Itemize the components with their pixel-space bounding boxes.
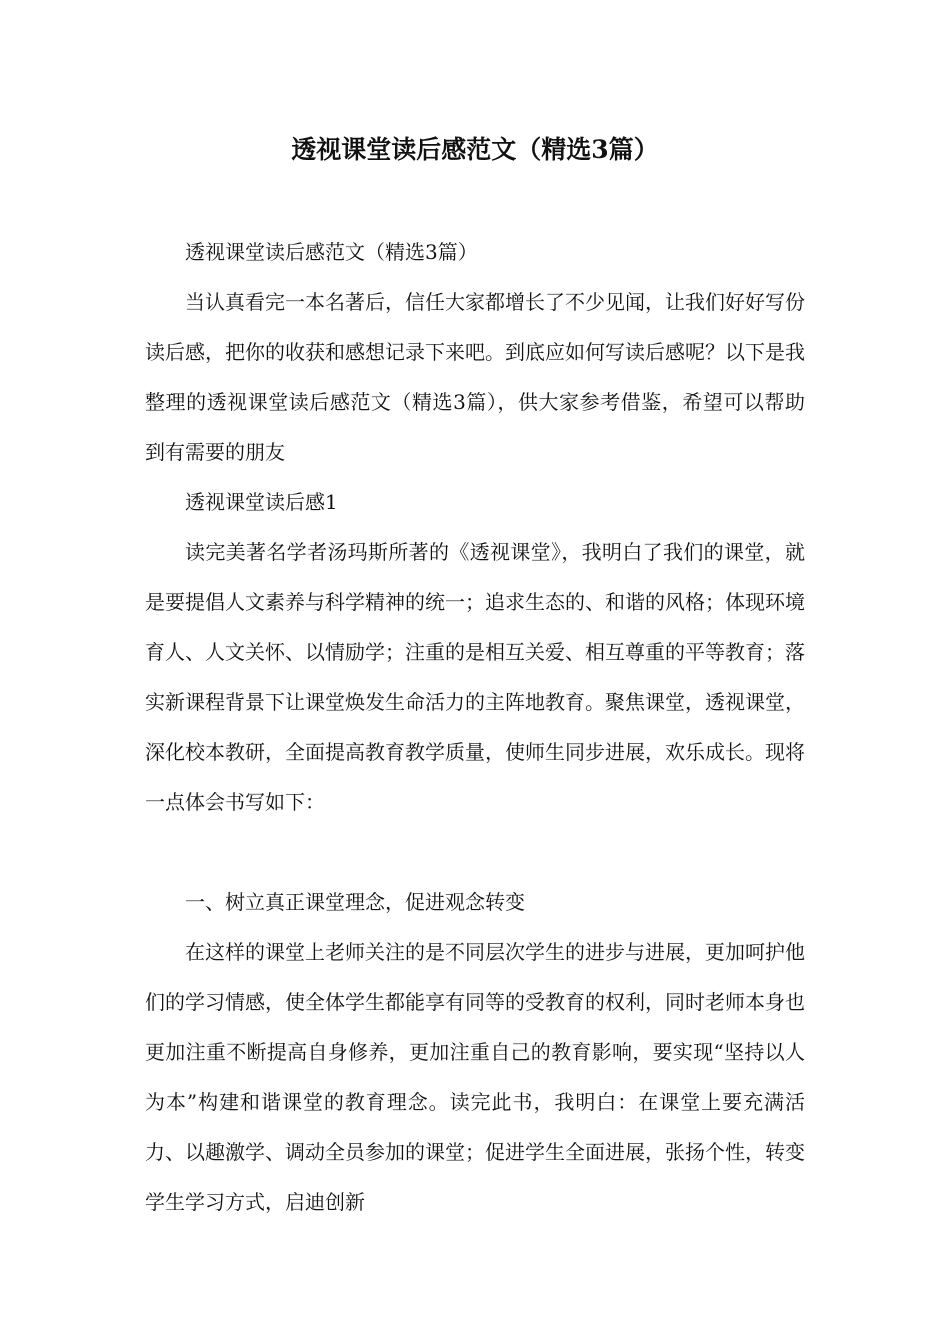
body-paragraph: 读完美著名学者汤玛斯所著的《透视课堂》，我明白了我们的课堂，就是要提倡人文素养与科学精神的统一；追求生态的、和谐的风格；体现环境育人、人文关怀、以情励学；注重的是相互关爱、相互尊重的平等教育；落实新课程背景下让课堂焕发生命活力的主阵地教育。聚焦课堂，透视课堂，深化校本教研，全面提高教育教学质量，使师生同步进展，欢乐成长。现将一点体会书写如下： — [145, 540, 805, 814]
section-heading: 透视课堂读后感1 — [185, 490, 338, 514]
body-paragraph: 在这样的课堂上老师关注的是不同层次学生的进步与进展，更加呵护他们的学习情感，使全体学生都能享有同等的受教育的权利，同时老师本身也更加注重不断提高自身修养，更加注重自己的教育影响，要实现“坚持以人为本”构建和谐课堂的教育理念。读完此书，我明白：在课堂上要充满活力、以趣激学、调动全员参加的课堂；促进学生全面进展，张扬个性，转变学生学习方式，启迪创新 — [145, 940, 805, 1214]
intro-paragraph: 当认真看完一本名著后，信任大家都增长了不少见闻，让我们好好写份读后感，把你的收获和感想记录下来吧。到底应如何写读后感呢？以下是我整理的透视课堂读后感范文（精选3篇），供大家参考借鉴，希望可以帮助到有需要的朋友 — [145, 290, 805, 464]
subtitle-paragraph: 透视课堂读后感范文（精选3篇） — [185, 240, 478, 264]
document-title: 透视课堂读后感范文（精选3篇） — [291, 135, 659, 164]
subsection-heading: 一、树立真正课堂理念，促进观念转变 — [185, 890, 525, 914]
paragraph-spacer — [145, 827, 805, 877]
document-body — [145, 227, 805, 1227]
